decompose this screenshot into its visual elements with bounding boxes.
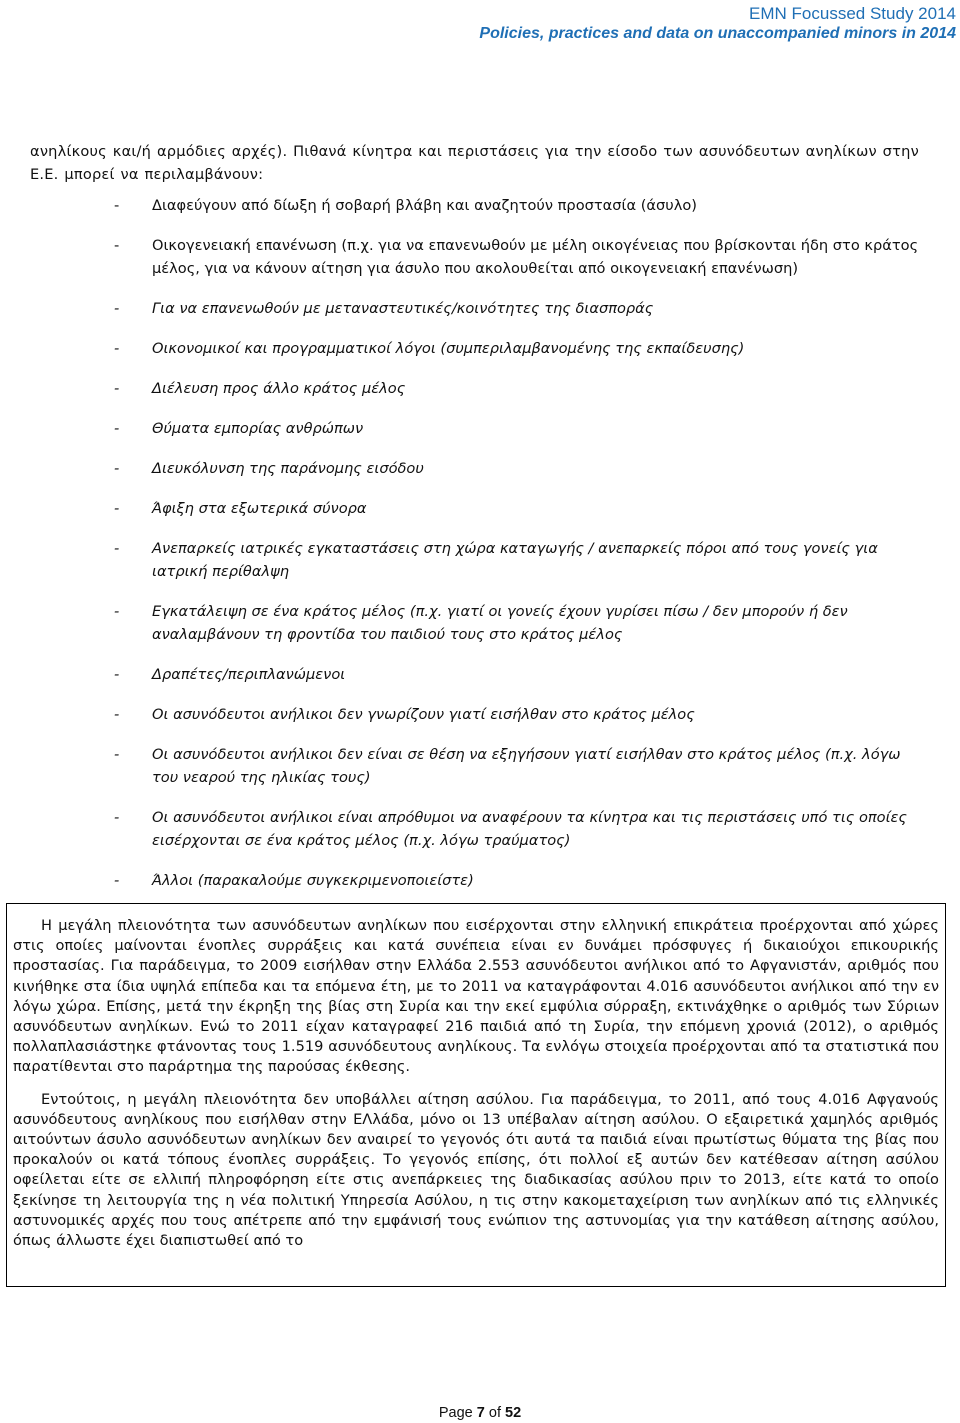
list-item	[114, 234, 924, 280]
list-dash: -	[114, 706, 120, 723]
list-dash: -	[114, 300, 120, 317]
list-item-text: Άλλοι (παρακαλούμε συγκεκριμενοποιείστε)	[152, 872, 474, 889]
list-dash: -	[114, 340, 120, 357]
list-dash: -	[114, 603, 120, 620]
list-item	[114, 743, 924, 789]
list-item	[114, 806, 924, 852]
greece-response-box	[6, 903, 946, 1287]
box-paragraph: Εντούτοις, η μεγάλη πλειονότητα δεν υποβάλλει αίτηση ασύλου. Για παράδειγμα, το 2011, από τους 4.016 Αφγανούς ασυνόδευτους ανηλίκους που εισήλθαν στην ΕΛλάδα, μόνο οι 13 υπέβαλαν αίτηση ασύλου. Ο εξαιρετικά χαμηλός αριθμός αιτούντων άσυλο ασυνόδευτων ανηλίκων δεν αναιρεί το γεγονός ότι αυτά τα παιδιά είναι πρωτίστως θύματα της βίας που προκαλούν οι κατά τόπους ένοπλες συρράξεις. Το γεγονός επίσης, ότι πολλοί εξ αυτών δεν κατέθεσαν αίτηση ασύλου οφείλεται είτε σε ελλιπή πληροφόρηση είτε στις ανεπάρκειες της διαδικασίας ασύλου πριν το 2013, είτε κατά το οποίο ξεκίνησε τη λειτουργία της η νέα πολιτική Υπηρεσία Ασύλου, η τις στην κακομεταχείριση των ανηλίκων από τις ελληνικές αστυνομικές αρχές που τους απέτρεπε από την εμφάνισή τους ενώπιον της αστυνομίας για την κατάθεση αίτησης ασύλου, όπως άλλωστε έχει διαπιστωθεί από το	[13, 1090, 939, 1250]
list-item	[114, 663, 924, 686]
list-item	[114, 377, 924, 400]
study-subtitle: Policies, practices and data on unaccompanied minors in 2014	[479, 25, 956, 42]
list-item	[114, 497, 924, 520]
page-footer	[0, 1405, 960, 1421]
list-item-text: Ανεπαρκείς ιατρικές εγκαταστάσεις στη χώρα καταγωγής / ανεπαρκείς πόροι από τους γονείς για ιατρική περίθαλψη	[152, 540, 878, 580]
list-item-text: Οι ασυνόδευτοι ανήλικοι δεν γνωρίζουν γιατί εισήλθαν στο κράτος μέλος	[152, 706, 695, 723]
list-item-text: Οικογενειακή επανένωση (π.χ. για να επανενωθούν με μέλη οικογένειας που βρίσκονται ήδη στο κράτος μέλος, για να κάνουν αίτηση για άσυλο που ακολουθείται από οικογενειακή επανένωση)	[152, 237, 919, 277]
study-title: EMN Focussed Study 2014	[749, 4, 956, 23]
list-item	[114, 417, 924, 440]
list-dash: -	[114, 237, 120, 254]
list-dash: -	[114, 420, 120, 437]
list-item	[114, 600, 924, 646]
list-item-text: Διαφεύγουν από δίωξη ή σοβαρή βλάβη και αναζητούν προστασία (άσυλο)	[152, 197, 697, 214]
list-item-text: Διέλευση προς άλλο κράτος μέλος	[152, 380, 406, 397]
list-item	[114, 537, 924, 583]
list-item-text: Για να επανενωθούν με μεταναστευτικές/κοινότητες της διασποράς	[152, 300, 654, 317]
of-label: of	[488, 1405, 501, 1421]
list-dash: -	[114, 540, 120, 557]
intro-paragraph: ανηλίκους και/ή αρμόδιες αρχές). Πιθανά κίνητρα και περιστάσεις για την είσοδο των ασυνόδευτων ανηλίκων στην Ε.Ε. μπορεί να περιλαμβάνουν:	[30, 143, 919, 183]
list-dash: -	[114, 809, 120, 826]
list-item	[114, 457, 924, 480]
list-item-text: Θύματα εμπορίας ανθρώπων	[152, 420, 364, 437]
list-item	[114, 703, 924, 726]
list-dash: -	[114, 666, 120, 683]
list-dash: -	[114, 500, 120, 517]
total-pages: 52	[505, 1405, 522, 1421]
list-item	[114, 194, 924, 217]
list-item	[114, 337, 924, 360]
page-number: 7	[476, 1405, 485, 1421]
motives-list	[0, 194, 960, 909]
list-item-text: Οι ασυνόδευτοι ανήλικοι δεν είναι σε θέση να εξηγήσουν γιατί εισήλθαν στο κράτος μέλος (π.χ. λόγω του νεαρού της ηλικίας τους)	[152, 746, 901, 786]
list-item	[114, 297, 924, 320]
list-item	[114, 869, 924, 892]
page-header	[479, 4, 956, 44]
list-dash: -	[114, 460, 120, 477]
list-item-text: Δραπέτες/περιπλανώμενοι	[152, 666, 346, 683]
box-paragraph: Η μεγάλη πλειονότητα των ασυνόδευτων ανηλίκων που εισέρχονται στην ελληνική επικράτεια προέρχονται από χώρες στις οποίες μαίνονται ένοπλες συρράξεις και κατά συνέπεια είναι εν δυνάμει πρόσφυγες ή δικαιούχοι επικουρικής προστασίας. Για παράδειγμα, το 2009 εισήλθαν στην Ελλάδα 2.553 ασυνόδευτοι ανήλικοι από το Αφγανιστάν, αριθμός που κινήθηκε στα ίδια υψηλά επίπεδα και τα επόμενα έτη, με το 2011 να καταγράφονται 4.016 ασυνόδευτοι ανήλικοι από την εν λόγω χώρα. Επίσης, μετά την έκρηξη της βίας στη Συρία και την εκεί εμφύλια σύρραξη, εκτινάχθηκε ο αριθμός των Σύριων ασυνόδευτων ανηλίκων. Ενώ το 2011 είχαν καταγραφεί 216 παιδιά από τη Συρία, την επόμενη χρονιά (2012), ο αριθμός πολλαπλασιάστηκε φτάνοντας τους 1.519 ασυνόδευτους ανηλίκους. Τα ενλόγω στοιχεία προέρχονται από τα στατιστικά που παρατίθενται στο παράρτημα της παρούσας έκθεσης.	[13, 917, 939, 1076]
list-dash: -	[114, 380, 120, 397]
list-item-text: Διευκόλυνση της παράνομης εισόδου	[152, 460, 424, 477]
list-dash: -	[114, 197, 120, 214]
list-item-text: Άφιξη στα εξωτερικά σύνορα	[152, 500, 367, 517]
page-label: Page	[438, 1405, 473, 1421]
list-item-text: Οι ασυνόδευτοι ανήλικοι είναι απρόθυμοι να αναφέρουν τα κίνητρα και τις περιστάσεις υπό τις οποίες εισέρχονται σε ένα κράτος μέλος (π.χ. λόγω τραύματος)	[152, 809, 907, 849]
list-item-text: Οικονομικοί και προγραμματικοί λόγοι (συμπεριλαμβανομένης της εκπαίδευσης)	[152, 340, 745, 357]
list-item-text: Εγκατάλειψη σε ένα κράτος μέλος (π.χ. γιατί οι γονείς έχουν γυρίσει πίσω / δεν μπορούν ή δεν αναλαμβάνουν τη φροντίδα του παιδιού τους στο κράτος μέλος	[152, 603, 848, 643]
list-dash: -	[114, 872, 120, 889]
list-dash: -	[114, 746, 120, 763]
